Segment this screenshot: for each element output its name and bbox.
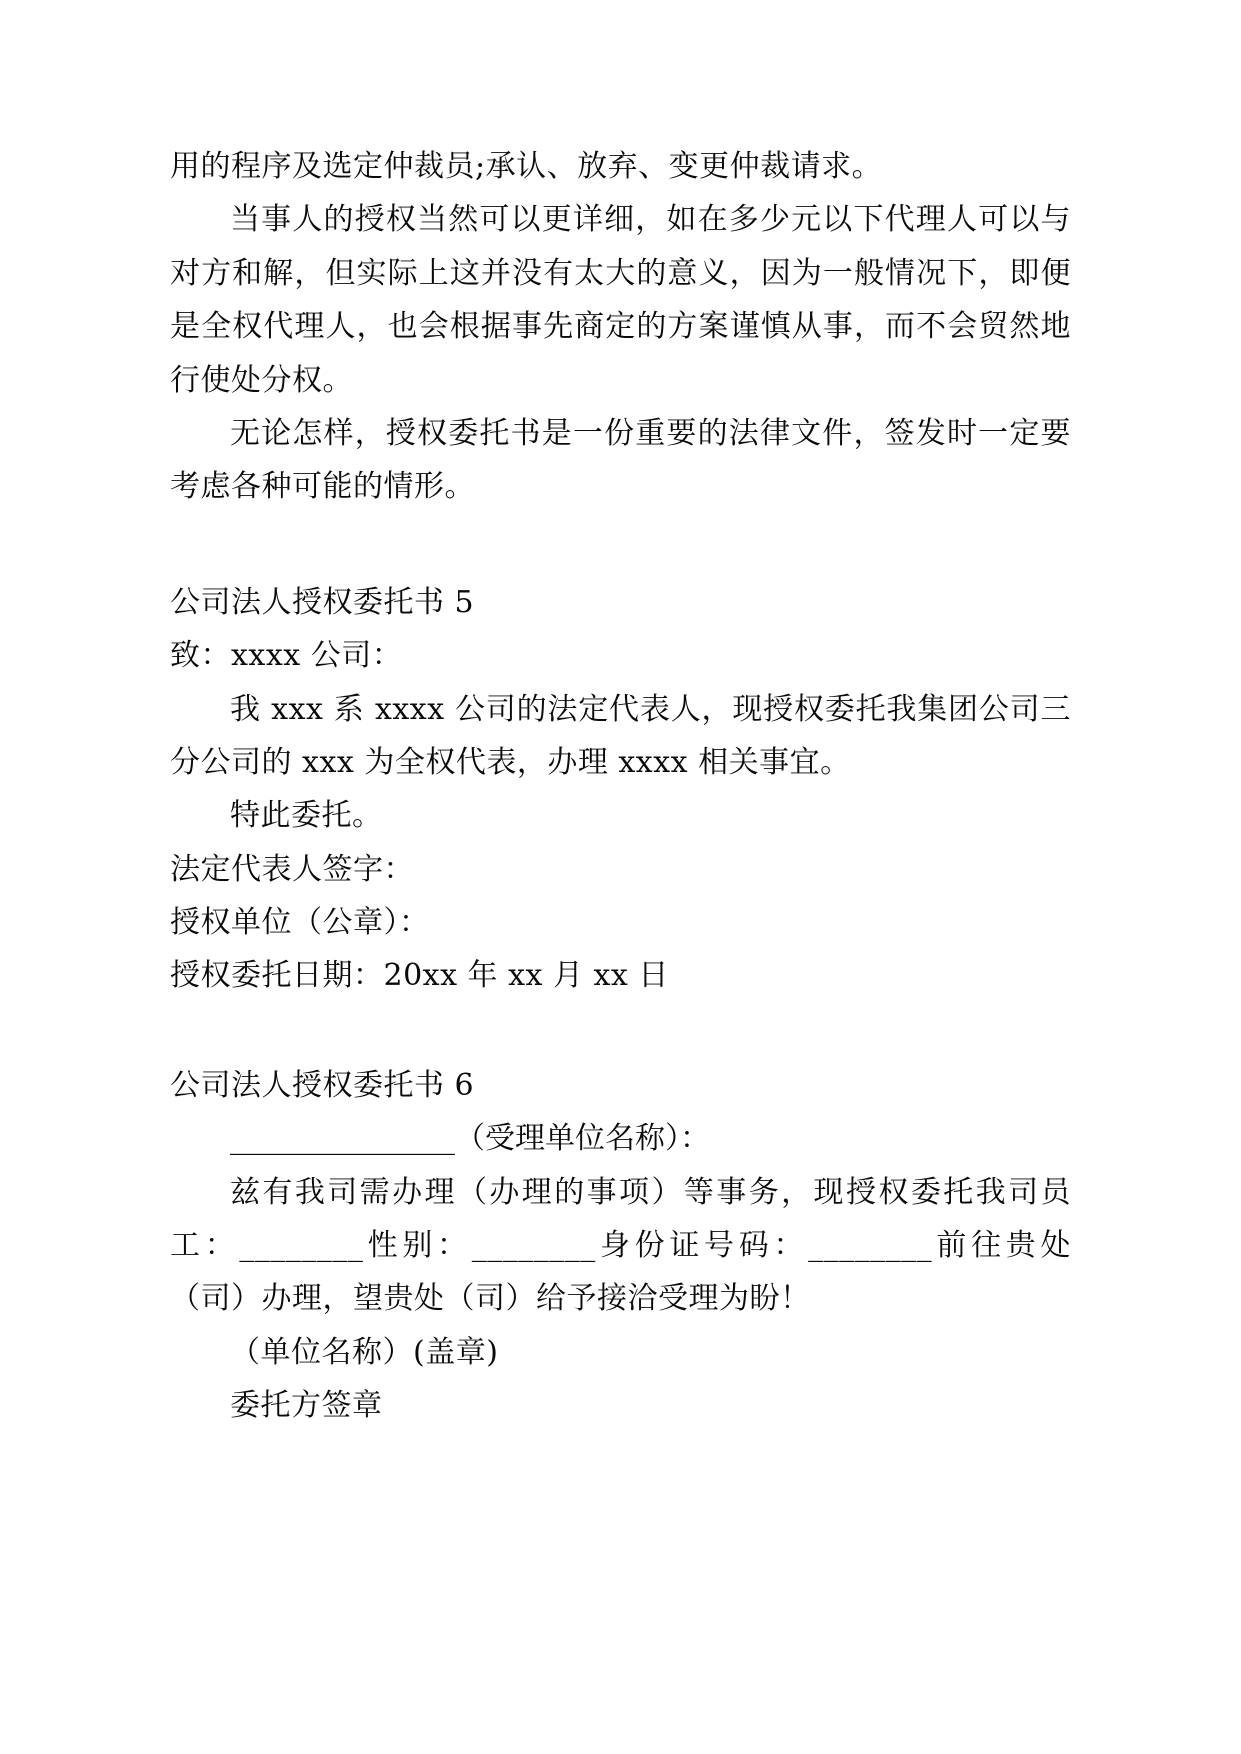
unit-name-seal-line: （单位名称）(盖章) — [230, 1334, 499, 1370]
section-spacer — [170, 1003, 1071, 1059]
signature-line-date: 授权委托日期：20xx 年 xx 月 xx 日 — [170, 958, 669, 994]
section-spacer — [170, 514, 1071, 576]
paragraph-delegation-body: 我 xxx 系 xxxx 公司的法定代表人，现授权委托我集团公司三分公司的 xxx 为全权代表，办理 xxxx 相关事宜。 — [170, 691, 1071, 780]
addressee-line: 致：xxxx 公司： — [170, 638, 403, 674]
paragraph-continuation: 用的程序及选定仲裁员;承认、放弃、变更仲裁请求。 — [170, 149, 883, 184]
entrusting-party-seal-line: 委托方签章 — [230, 1388, 383, 1424]
signature-line-company-seal: 授权单位（公章）： — [170, 905, 430, 941]
paragraph-hereby-entrust: 特此委托。 — [230, 798, 383, 834]
document-body — [170, 140, 1071, 1433]
section-heading-5: 公司法人授权委托书 5 — [170, 584, 475, 620]
paragraph-authorization-detail: 当事人的授权当然可以更详细，如在多少元以下代理人可以与对方和解，但实际上这并没有太大的意义，因为一般情况下，即便是全权代理人，也会根据事先商定的方案谨慎从事，而不会贸然地行使处分权。 — [170, 202, 1071, 398]
signature-line-legal-rep: 法定代表人签字： — [170, 851, 414, 887]
receiving-unit-blank-line: _______________（受理单位名称）： — [230, 1121, 710, 1157]
paragraph-employee-delegation: 兹有我司需办理（办理的事项）等事务，现授权委托我司员工：________性别：________身份证号码：________前往贵处（司）办理，望贵处（司）给予接洽受理为盼！ — [170, 1174, 1071, 1317]
paragraph-closing-note: 无论怎样，授权委托书是一份重要的法律文件，签发时一定要考虑各种可能的情形。 — [170, 415, 1071, 505]
section-heading-6: 公司法人授权委托书 6 — [170, 1067, 475, 1103]
